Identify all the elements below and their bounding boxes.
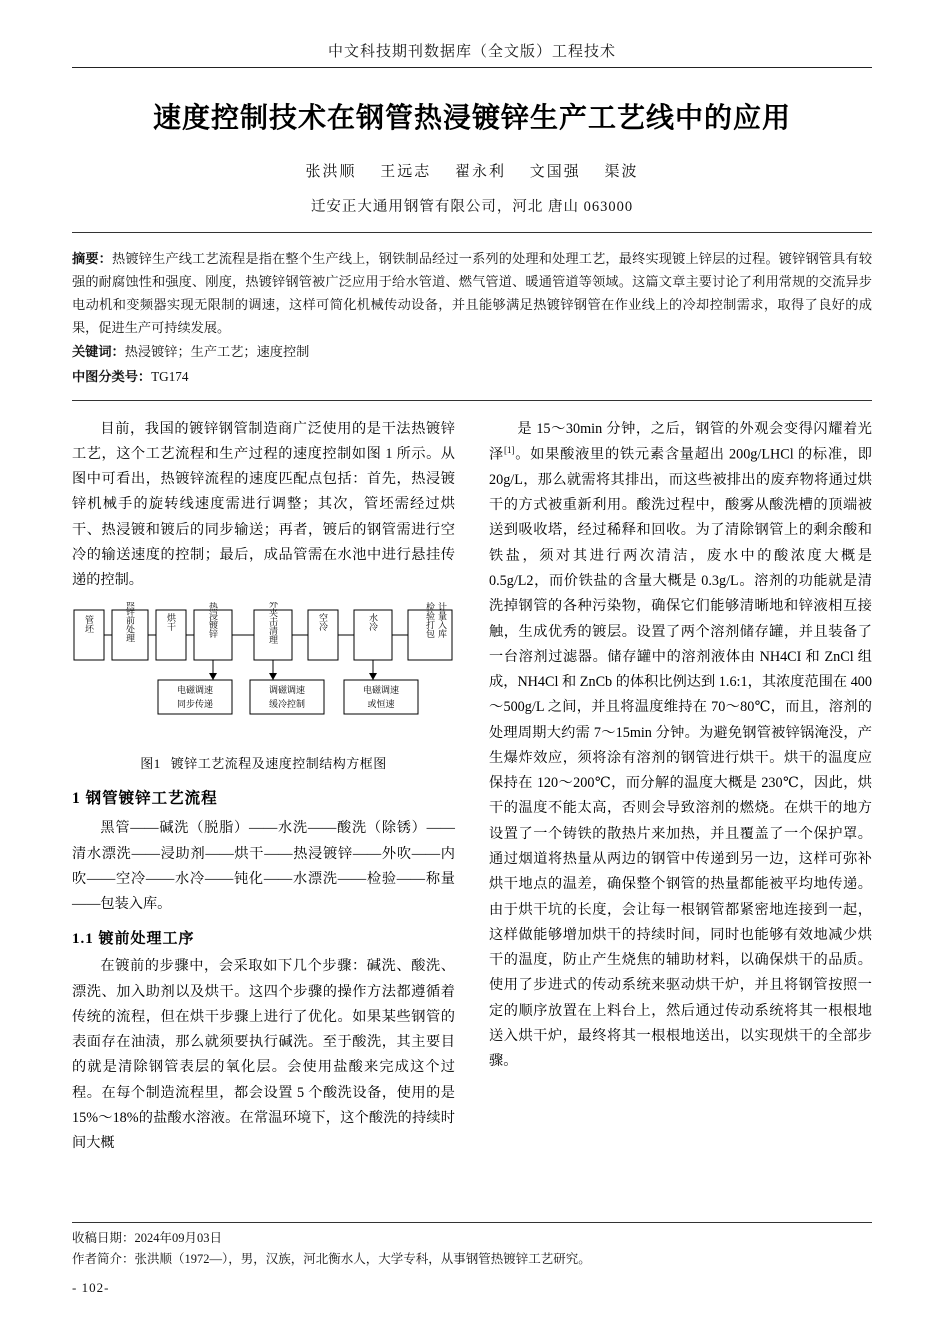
- author-bio-label: 作者简介：: [72, 1252, 135, 1267]
- svg-text:电磁调速: 电磁调速: [176, 684, 214, 695]
- two-column-body: [72, 417, 872, 1207]
- received-value: 2024年09月03日: [134, 1230, 223, 1245]
- keywords-label: 关键词：: [72, 344, 125, 360]
- page-inner: [72, 40, 872, 1290]
- author-2: 王远志: [380, 164, 432, 180]
- author-3: 翟永利: [454, 164, 506, 180]
- svg-text:检验打包: 检验打包: [425, 601, 435, 638]
- section-heading-1-1: 1.1 镀前处理工序: [72, 930, 195, 947]
- svg-text:调磁调速: 调磁调速: [268, 684, 306, 695]
- clc-value: TG174: [151, 369, 189, 385]
- author-4: 文国强: [529, 164, 581, 180]
- right-column: [489, 417, 872, 1207]
- figure-1-text: 镀锌工艺流程及速度控制结构方框图: [170, 755, 387, 771]
- header-divider: [72, 67, 872, 68]
- received-date: [72, 1228, 872, 1250]
- citation-ref-1: [1]: [503, 444, 515, 455]
- abstract-top-divider: [72, 232, 872, 233]
- svg-text:水冷: 水冷: [368, 612, 378, 631]
- svg-text:热浸镀锌: 热浸镀锌: [208, 601, 218, 638]
- left-column: [72, 417, 455, 1207]
- keywords: [72, 339, 872, 364]
- keywords-text: 热浸镀锌；生产工艺；速度控制: [124, 344, 310, 360]
- received-label: 收稿日期：: [72, 1230, 135, 1245]
- right-para-1-b: 。如果酸液里的铁元素含量超出 200g/LHCl 的标准，即 20g/L，那么就需将其排出，而这些被排出的废弃物将通过烘干的方式被重新利用。酸洗过程中，酸雾从酸洗槽的顶端被送到吸收塔，经过稀释和回收。为了清除钢管上的剩余酸和铁盐，须对其进行两次清洁，废水中的酸浓度大概是 0.5g/L2，而价铁盐的含量大概是 0.3g/L。溶剂的功能就是清洗掉钢管的各种污染物，确保它们能够清晰地和锌液相互接触，生成优秀的镀层。设置了两个溶剂储存罐，并且装备了一台溶剂过滤器。储存罐中的溶剂液体由 NH4CI 和 ZnCl 组成，NH4Cl 和 ZnCb 的体积比例达到 1.6:1，其浓度范围在 400～500g/L 之间，并且将温度维持在 70～80℃，而且，溶剂的处理周期大约需 7～15min 分钟。为避免钢管被锌锅淹没，产生爆炸效应，须将涂有溶剂的钢管进行烘干。烘干的温度应保持在 120～200℃，而分解的温度大概是 230℃，因此，烘干的温度不能太高，否则会导致溶剂的燃烧。在烘干的地方设置了一个铸铁的散热片来加热，并且覆盖了一个保护罩。通过烟道将热量从两边的钢管中传递到另一边，这样可弥补烘干地点的温差，确保整个钢管的热量都能被平均地传递。由于烘干坑的长度，会让每一根钢管都紧密地连接到一起，这样做能够增加烘干的持续时间，同时也能够有效地减少烘干的温度，防止产生烧焦的辅助材料，以确保烘干的品质。使用了步进式的传动系统来驱动烘干炉，并且将钢管按照一定的顺序放置在上料台上，然后通过传动系统将其一根根地送入烘干炉，最终将其一根根地送出，以实现烘干的全部步骤。: [489, 446, 872, 1070]
- page-title: 速度控制技术在钢管热浸镀锌生产工艺线中的应用: [152, 103, 791, 134]
- svg-text:空冷: 空冷: [318, 612, 328, 631]
- page-number: - 102-: [72, 1280, 110, 1296]
- left-para-3: 在镀前的步骤中，会采取如下几个步骤：碱洗、酸洗、漂洗、加入助剂以及烘干。这四个步骤的操作方法都遵循着传统的流程，但在烘干步骤上进行了优化。如果某些钢管的表面存在油渍，那么就须要执行碱洗。至于酸洗，其主要目的就是清除钢管表层的氧化层。会使用盐酸来完成这个过程。在每个制造流程里，都会设置 5 个酸洗设备，使用的是 15%～18%的盐酸水溶液。在常温环境下，这个酸洗的持续时间大概: [72, 958, 455, 1152]
- svg-text:电磁调速: 电磁调速: [362, 684, 400, 695]
- abstract-text: 热镀锌生产线工艺流程是指在整个生产线上，钢铁制品经过一系列的处理和处理工艺，最终实现镀上锌层的过程。镀锌钢管具有较强的耐腐蚀性和强度、刚度，热镀锌钢管被广泛应用于给水管道、燃气管道、暖通管道等领域。这篇文章主要讨论了利用常规的交流异步电动机和变频器实现无限制的调速，这样可简化机械传动设备，并且能够满足热镀锌钢管在作业线上的冷却控制需求，取得了良好的成果，促进生产可持续发展。: [72, 251, 873, 336]
- svg-text:烘干: 烘干: [166, 612, 176, 631]
- clc-number: [72, 364, 872, 389]
- footer-divider: [72, 1222, 872, 1223]
- svg-text:镀锌前处理: 镀锌前处理: [125, 601, 135, 642]
- page-footer: [72, 1222, 872, 1301]
- right-para-1-a: 是 15～30min 分钟，之后，钢管的外观会变得闪耀着光泽: [489, 420, 872, 463]
- clc-label: 中图分类号：: [72, 369, 152, 385]
- svg-text:或恒速: 或恒速: [367, 698, 395, 709]
- figure-1-number: 图1: [140, 755, 161, 771]
- left-para-1: 目前，我国的镀锌钢管制造商广泛使用的是干法热镀锌工艺，这个工艺流程和生产过程的速度控制如图 1 所示。从图中可看出，热镀锌流程的速度匹配点包括：首先，热浸镀锌机械手的旋转线速度需进行调整；其次，管坯需经过烘干、热浸镀和镀后的同步输送；再者，镀后的钢管需进行空冷的输送速度的控制；最后，成品管需在水池中进行悬挂传递的控制。: [72, 420, 455, 589]
- figure-1: [72, 602, 455, 775]
- author-bio: [72, 1249, 872, 1271]
- author-list: [72, 160, 872, 181]
- svg-text:管坯: 管坯: [84, 614, 94, 633]
- journal-header: 中文科技期刊数据库（全文版）工程技术: [327, 44, 616, 60]
- author-5: 渠波: [604, 164, 639, 180]
- left-para-2: 黑管——碱洗（脱脂）——水洗——酸洗（除锈）——清水漂洗——浸助剂——烘干——热浸镀锌——外吹——内吹——空冷——水冷——钝化——水漂洗——检验——称量——包装入库。: [72, 820, 455, 913]
- right-para-1: [489, 417, 872, 1075]
- body-top-divider: [72, 400, 872, 401]
- figure-1-caption: [72, 752, 455, 775]
- svg-text:同步传递: 同步传递: [176, 698, 214, 709]
- author-bio-value: 张洪顺（1972—），男，汉族，河北衡水人，大学专科，从事钢管热镀锌工艺研究。: [134, 1252, 591, 1267]
- affiliation: 迁安正大通用钢管有限公司，河北 唐山 063000: [310, 199, 634, 215]
- abstract: [72, 247, 872, 339]
- section-heading-1: 1 钢管镀锌工艺流程: [72, 789, 218, 807]
- svg-text:内外夹击清理: 内外夹击清理: [268, 601, 278, 644]
- abstract-label: 摘要：: [72, 251, 113, 266]
- svg-text:计量入库: 计量入库: [437, 601, 447, 638]
- author-1: 张洪顺: [305, 164, 357, 180]
- flow-diagram-svg: [72, 602, 455, 737]
- svg-text:缓冷控制: 缓冷控制: [268, 698, 306, 709]
